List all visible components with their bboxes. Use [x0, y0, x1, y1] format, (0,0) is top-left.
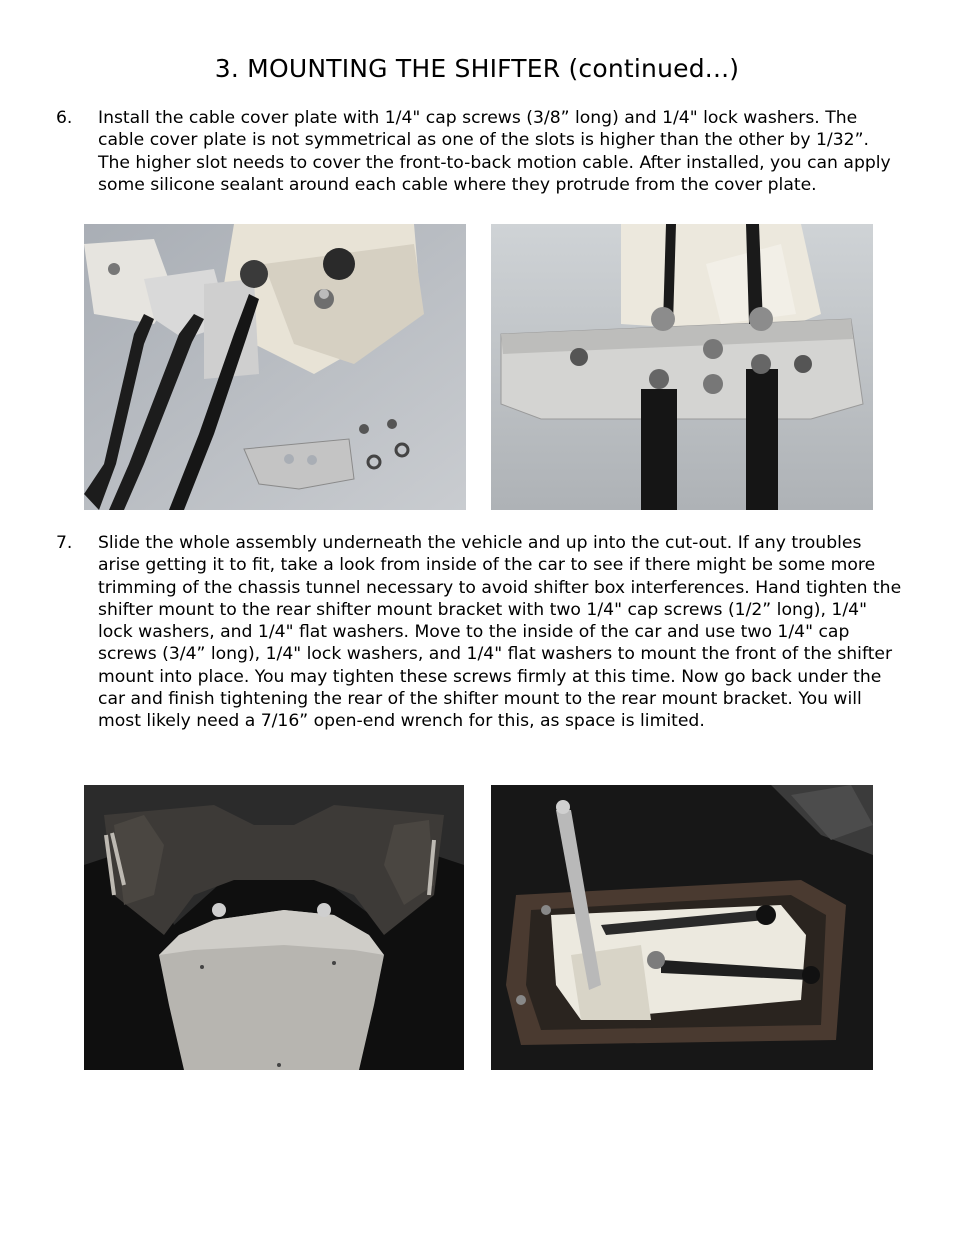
step-7	[56, 532, 904, 733]
step-text: Install the cable cover plate with 1/4" cap screws (3/8” long) and 1/4" lock washers. The cable cover plate is not symmetrical as one of the slots is higher than the other by 1/32”. The higher slot needs to cover the front-to-back motion cable. After installed, you can apply some silicone sealant around each cable where they protrude from the cover plate.	[98, 108, 891, 195]
photo-underside-mount	[84, 785, 464, 1070]
step-text: Slide the whole assembly underneath the vehicle and up into the cut-out. If any troubles arise getting it to fit, take a look from inside of the car to see if there might be some more trimming of the chassis tunnel necessary to avoid shifter box interferences. Hand tighten the shifter mount to the rear shifter mount bracket with two 1/4" cap screws (1/2” long), 1/4" lock washers, and 1/4" flat washers. Move to the inside of the car and use two 1/4" cap screws (3/4” long), 1/4" lock washers, and 1/4" flat washers to mount the front of the shifter mount into place. You may tighten these screws firmly at this time. Now go back under the car and finish tightening the rear of the shifter mount to the rear mount bracket. You will most likely need a 7/16” open-end wrench for this, as space is limited.	[98, 533, 902, 732]
photo-inside-car-shifter	[491, 785, 873, 1070]
page-title: 3. MOUNTING THE SHIFTER (continued...)	[214, 54, 740, 83]
step-6	[56, 107, 904, 196]
photo-cover-plate-installed	[491, 224, 873, 510]
step-number: 6.	[56, 108, 73, 128]
step-number: 7.	[56, 533, 73, 553]
photo-cable-cover-plate-parts	[84, 224, 466, 510]
